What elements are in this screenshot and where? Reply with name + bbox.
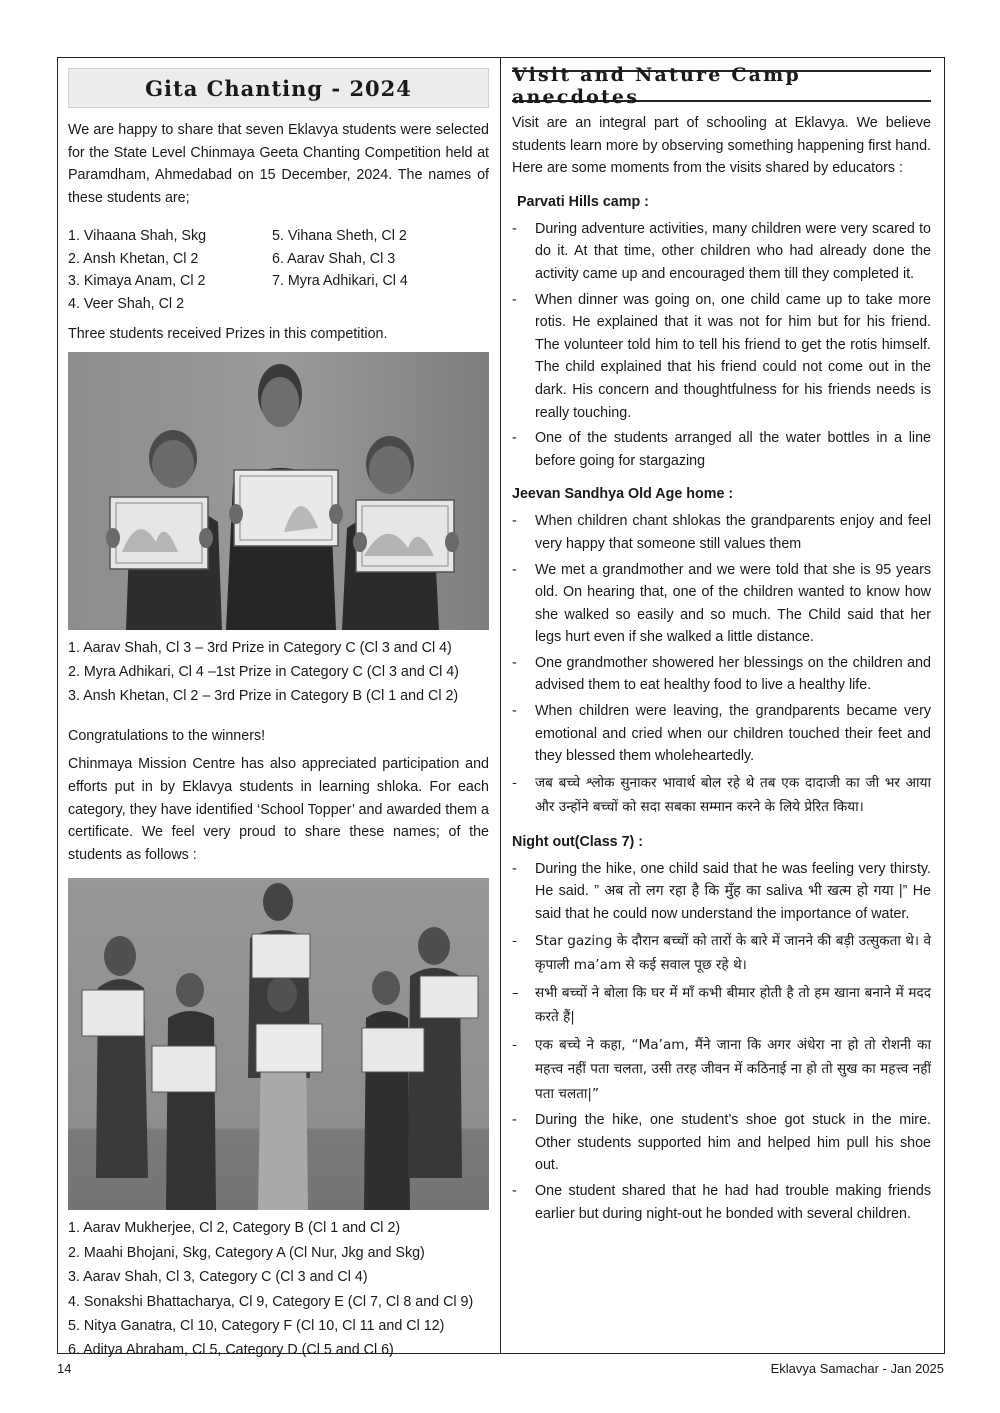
prize-item: 2. Myra Adhikari, Cl 4 –1st Prize in Category C (Cl 3 and Cl 4) xyxy=(68,664,459,680)
anecdote-item-hindi: - जब बच्चे श्लोक सुनाकर भावार्थ बोल रहे थे तब एक दादाजी का जी भर आया और उन्होंने बच्चों को सदा सबका सम्मान करने के लिये प्रेरित किया। xyxy=(512,774,931,816)
topper-list xyxy=(68,1216,489,1362)
prize-item: 1. Aarav Shah, Cl 3 – 3rd Prize in Category C (Cl 3 and Cl 4) xyxy=(68,639,452,656)
selected-students-list xyxy=(68,225,489,315)
section-heading-night-out: Night out(Class 7) : xyxy=(512,833,644,850)
anecdote-item: - During the hike, one student’s shoe got stuck in the mire. Other students supported him and helped him pull his shoe out. xyxy=(512,1112,931,1174)
student-name: 2. Ansh Khetan, Cl 2 xyxy=(68,250,199,267)
gita-chanting-title: Gita Chanting - 2024 xyxy=(68,68,489,108)
visit-camp-title: Visit and Nature Camp anecdotes xyxy=(512,70,931,102)
prize-item: 3. Ansh Khetan, Cl 2 – 3rd Prize in Category B (Cl 1 and Cl 2) xyxy=(68,688,459,705)
anecdote-item: - When children chant shlokas the grandparents enjoy and feel very happy that someone still values them xyxy=(512,513,931,552)
anecdote-item-hindi: – सभी बच्चों ने बोला कि घर में माँ कभी बीमार होती है तो हम खाना बनाने में मदद करते हैं| xyxy=(512,984,931,1026)
student-name: 4. Veer Shah, Cl 2 xyxy=(68,295,185,312)
student-name: 5. Vihana Sheth, Cl 2 xyxy=(272,228,407,245)
student-name: 6. Aarav Shah, Cl 3 xyxy=(272,250,396,267)
student-name: 1. Vihaana Shah, Skg xyxy=(68,228,207,245)
anecdote-item: - When dinner was going on, one child came up to take more rotis. He explained that it was not for him but for his friend. The volunteer told him to tell his friend to get the rotis himself. The child explained that his friend could not come out in the dark. His concern and thoughtfulness for his friends needs is really touching. xyxy=(512,291,931,421)
anecdote-item-hindi: - Star gazing के दौरान बच्चों को तारों के बारे में जानने की बड़ी उत्सुकता थे। वे कृपाली ma’am से कई सवाल पूछ रहे थे। xyxy=(512,932,932,974)
section-heading-jeevan-sandhya: Jeevan Sandhya Old Age home : xyxy=(512,486,734,503)
anecdote-item: - During adventure activities, many children were very scared to do it. At that time, other children who had already done the activity came up and encouraged them till they completed it. xyxy=(512,220,931,282)
topper-item: 4. Sonakshi Bhattacharya, Cl 9, Category E (Cl 7, Cl 8 and Cl 9) xyxy=(68,1293,474,1310)
anecdote-item: - We met a grandmother and we were told that she is 95 years old. On hearing that, one of the children wanted to know how she walked so easily and so much. The Child said that her legs hurt even if she walked a little distance. xyxy=(512,561,931,646)
anecdote-item: - One grandmother showered her blessings on the children and advised them to eat healthy food to live a healthy life. xyxy=(512,654,931,694)
topper-item: 1. Aarav Mukherjee, Cl 2, Category B (Cl 1 and Cl 2) xyxy=(68,1220,401,1237)
night-out-list xyxy=(512,858,931,1225)
section-heading-parvati: Parvati Hills camp : xyxy=(517,193,649,210)
parvati-list xyxy=(512,218,931,473)
student-name: 3. Kimaya Anam, Cl 2 xyxy=(68,273,206,290)
names-column-1 xyxy=(68,225,272,315)
right-column xyxy=(512,64,932,1228)
publication-footer: Eklavya Samachar - Jan 2025 xyxy=(770,1361,944,1376)
page-number: 14 xyxy=(57,1361,72,1376)
prize-winners-photo xyxy=(68,352,489,630)
anecdote-item: - During the hike, one child said that he was feeling very thirsty. He said. ” अब तो लग रहा है कि मुँह का saliva भी खत्म हो गया |” He said that he could now understand the importance of water. xyxy=(512,860,931,923)
prizes-intro: Three students received Prizes in this competition. xyxy=(68,326,388,342)
prize-list xyxy=(68,636,489,709)
left-column xyxy=(68,68,489,1373)
jeevan-sandhya-list xyxy=(512,510,931,820)
names-column-2 xyxy=(272,225,408,315)
student-name: 7. Myra Adhikari, Cl 4 xyxy=(272,273,408,290)
mission-paragraph: Chinmaya Mission Centre has also appreciated participation and efforts put in by Eklavya students in learning shloka. For each category, they have identified ‘School Topper’ and awarded them a certificate. We feel very proud to share these names; of the students as follows : xyxy=(68,756,489,863)
column-divider xyxy=(500,57,501,1354)
topper-item: 6. Aditya Abraham, Cl 5, Category D (Cl 5 and Cl 6) xyxy=(68,1342,394,1359)
school-toppers-photo xyxy=(68,878,489,1210)
anecdote-item-hindi: - एक बच्चे ने कहा, “Ma’am, मैंने जाना कि अगर अंधेरा ना हो तो रोशनी का महत्त्व नहीं पता चलता, उसी तरह जीवन में कठिनाई ना हो तो सुख का महत्त्व नहीं पता चलता|” xyxy=(512,1036,931,1102)
anecdote-item: - One of the students arranged all the water bottles in a line before going for stargazing xyxy=(512,430,931,469)
gita-intro: We are happy to share that seven Eklavya students were selected for the State Level Chinmaya Geeta Chanting Competition held at Paramdham, Ahmedabad on 15 December, 2024. The names of these students are; xyxy=(68,122,489,206)
anecdote-item: - When children were leaving, the grandparents became very emotional and cried when our children touched their feet and they blessed them wholeheartedly. xyxy=(512,703,931,765)
topper-item: 2. Maahi Bhojani, Skg, Category A (Cl Nur, Jkg and Skg) xyxy=(68,1244,425,1261)
congrats-text: Congratulations to the winners! xyxy=(68,727,266,744)
topper-item: 3. Aarav Shah, Cl 3, Category C (Cl 3 and Cl 4) xyxy=(68,1269,368,1286)
topper-item: 5. Nitya Ganatra, Cl 10, Category F (Cl 10, Cl 11 and Cl 12) xyxy=(68,1318,445,1334)
anecdote-item: - One student shared that he had had trouble making friends earlier but during night-out he bonded with several children. xyxy=(512,1182,931,1222)
visit-intro: Visit are an integral part of schooling at Eklavya. We believe students learn more by observing something happening first hand. Here are some moments from the visits shared by educators : xyxy=(512,115,931,177)
